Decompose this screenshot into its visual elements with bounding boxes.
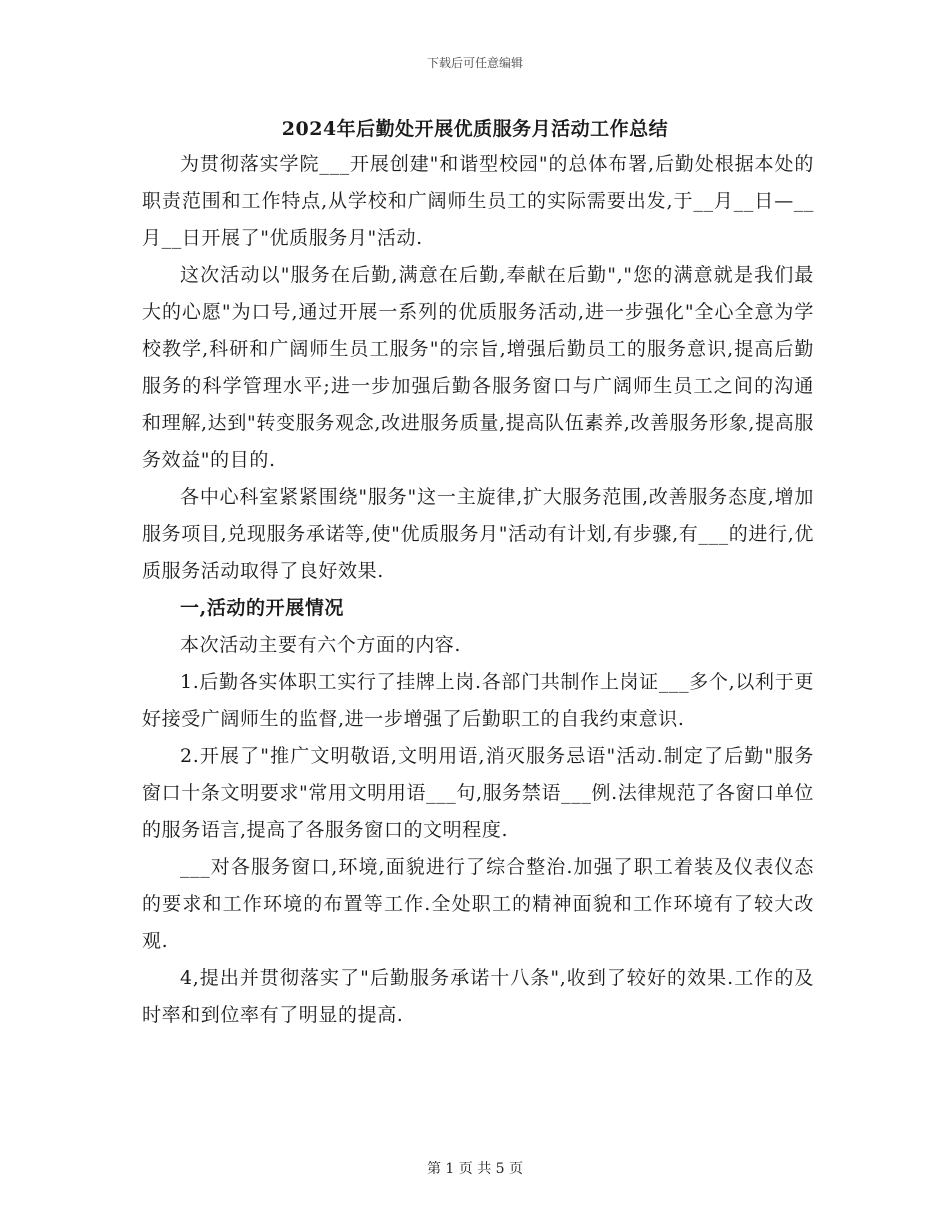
list-item-2: 2.开展了"推广文明敬语,文明用语,消灭服务忌语"活动.制定了后勤"服务窗口十条文明要求"常用文明用语___句,服务禁语___例.法律规范了各窗口单位的服务语言,提高了各服务窗口的文明程度. bbox=[142, 745, 814, 841]
document-title: 2024年后勤处开展优质服务月活动工作总结 bbox=[281, 118, 669, 140]
list-item-1: 1.后勤各实体职工实行了挂牌上岗.各部门共制作上岗证___多个,以利于更好接受广阔师生的监督,进一步增强了后勤职工的自我约束意识. bbox=[142, 671, 814, 730]
paragraph-intro: 为贯彻落实学院___开展创建"和谐型校园"的总体布署,后勤处根据本处的职责范围和工作特点,从学校和广阔师生员工的实际需要出发,于__月__日—__月__日开展了"优质服务月"活动. bbox=[142, 153, 814, 249]
download-note: 下载后可任意编辑 bbox=[426, 56, 523, 70]
section-heading-1: 一,活动的开展情况 bbox=[180, 597, 345, 619]
document-body bbox=[142, 146, 814, 1034]
paragraph-slogan: 这次活动以"服务在后勤,满意在后勤,奉献在后勤","您的满意就是我们最大的心愿"为口号,通过开展一系列的优质服务活动,进一步强化"全心全意为学校教学,科研和广阔师生员工服务"的宗旨,增强后勤员工的服务意识,提高后勤服务的科学管理水平;进一步加强后勤各服务窗口与广阔师生员工之间的沟通和理解,达到"转变服务观念,改进服务质量,提高队伍素养,改善服务形象,提高服务效益"的目的. bbox=[142, 264, 814, 471]
page-number: 第 1 页 共 5 页 bbox=[426, 1161, 524, 1177]
list-item-4: 4,提出并贯彻落实了"后勤服务承诺十八条",收到了较好的效果.工作的及时率和到位率有了明显的提高. bbox=[142, 967, 814, 1026]
paragraph-overview: 本次活动主要有六个方面的内容. bbox=[180, 634, 462, 656]
paragraph-results: 各中心科室紧紧围绕"服务"这一主旋律,扩大服务范围,改善服务态度,增加服务项目,兑现服务承诺等,使"优质服务月"活动有计划,有步骤,有___的进行,优质服务活动取得了良好效果. bbox=[142, 486, 814, 582]
list-item-3: ___对各服务窗口,环境,面貌进行了综合整治.加强了职工着装及仪表仪态的要求和工作环境的布置等工作.全处职工的精神面貌和工作环境有了较大改观. bbox=[142, 856, 814, 952]
